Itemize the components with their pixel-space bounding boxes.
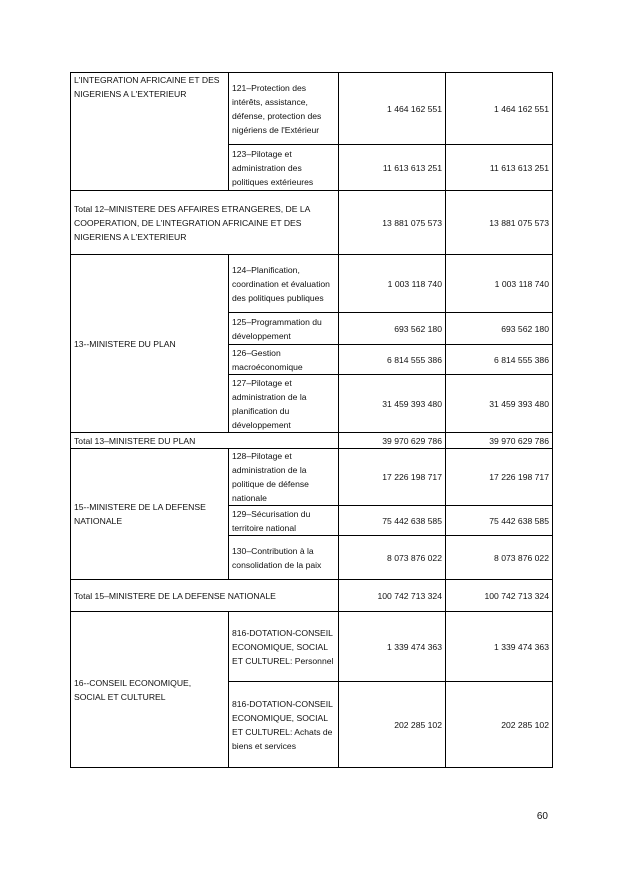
amount-cell: 31 459 393 480 (446, 375, 553, 433)
amount-cell: 202 285 102 (339, 682, 446, 768)
amount-cell: 1 003 118 740 (339, 255, 446, 313)
total-amount: 39 970 629 786 (339, 433, 446, 449)
amount-cell: 17 226 198 717 (446, 449, 553, 506)
amount-cell: 17 226 198 717 (339, 449, 446, 506)
table-row (71, 255, 553, 313)
program-cell: 816-DOTATION-CONSEIL ECONOMIQUE, SOCIAL ET CULTUREL: Achats de biens et services (229, 682, 339, 768)
table-row (71, 449, 553, 506)
amount-cell: 8 073 876 022 (446, 536, 553, 580)
amount-cell: 75 442 638 585 (339, 506, 446, 536)
amount-cell: 202 285 102 (446, 682, 553, 768)
amount-cell: 75 442 638 585 (446, 506, 553, 536)
ministry-cell: L'INTEGRATION AFRICAINE ET DES NIGERIENS A L'EXTERIEUR (71, 73, 229, 191)
ministry-cell: 16--CONSEIL ECONOMIQUE, SOCIAL ET CULTUREL (71, 612, 229, 768)
total-label: Total 15–MINISTERE DE LA DEFENSE NATIONALE (71, 580, 339, 612)
program-cell: 121–Protection des intérêts, assistance, défense, protection des nigériens de l'Extérieur (229, 73, 339, 145)
budget-table (70, 72, 553, 768)
amount-cell: 1 464 162 551 (446, 73, 553, 145)
amount-cell: 693 562 180 (339, 313, 446, 345)
total-label: Total 12–MINISTERE DES AFFAIRES ETRANGERES, DE LA COOPERATION, DE L'INTEGRATION AFRICAINE ET DES NIGERIENS A L'EXTERIEUR (71, 191, 339, 255)
table-row (71, 73, 553, 145)
program-cell: 124–Planification, coordination et évaluation des politiques publiques (229, 255, 339, 313)
total-amount: 100 742 713 324 (446, 580, 553, 612)
total-amount: 13 881 075 573 (339, 191, 446, 255)
page-number: 60 (536, 811, 548, 822)
total-row (71, 580, 553, 612)
total-row (71, 433, 553, 449)
amount-cell: 6 814 555 386 (339, 345, 446, 375)
total-amount: 100 742 713 324 (339, 580, 446, 612)
amount-cell: 1 339 474 363 (339, 612, 446, 682)
amount-cell: 11 613 613 251 (339, 145, 446, 191)
program-cell: 130–Contribution à la consolidation de la paix (229, 536, 339, 580)
amount-cell: 31 459 393 480 (339, 375, 446, 433)
amount-cell: 1 003 118 740 (446, 255, 553, 313)
total-amount: 39 970 629 786 (446, 433, 553, 449)
amount-cell: 1 339 474 363 (446, 612, 553, 682)
program-cell: 125–Programmation du développement (229, 313, 339, 345)
table-row (71, 612, 553, 682)
ministry-cell: 15--MINISTERE DE LA DEFENSE NATIONALE (71, 449, 229, 580)
amount-cell: 8 073 876 022 (339, 536, 446, 580)
total-label: Total 13–MINISTERE DU PLAN (71, 433, 339, 449)
program-cell: 129–Sécurisation du territoire national (229, 506, 339, 536)
amount-cell: 693 562 180 (446, 313, 553, 345)
program-cell: 126–Gestion macroéconomique (229, 345, 339, 375)
ministry-cell: 13--MINISTERE DU PLAN (71, 255, 229, 433)
amount-cell: 6 814 555 386 (446, 345, 553, 375)
amount-cell: 1 464 162 551 (339, 73, 446, 145)
amount-cell: 11 613 613 251 (446, 145, 553, 191)
program-cell: 128–Pilotage et administration de la politique de défense nationale (229, 449, 339, 506)
program-cell: 127–Pilotage et administration de la planification du développement (229, 375, 339, 433)
total-amount: 13 881 075 573 (446, 191, 553, 255)
program-cell: 816-DOTATION-CONSEIL ECONOMIQUE, SOCIAL ET CULTUREL: Personnel (229, 612, 339, 682)
total-row (71, 191, 553, 255)
program-cell: 123–Pilotage et administration des politiques extérieures (229, 145, 339, 191)
